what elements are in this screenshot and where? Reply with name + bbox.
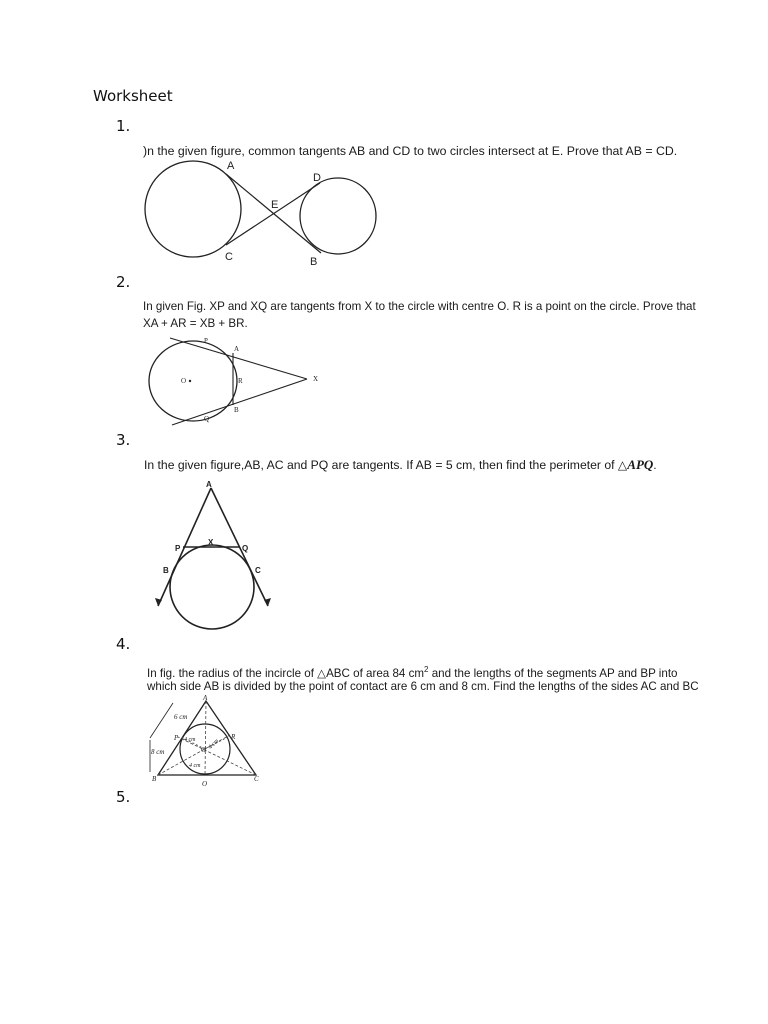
figure-3-label-q: Q (242, 544, 249, 553)
figure-2-label-x: X (313, 375, 319, 383)
page-title: Worksheet (93, 87, 173, 105)
figure-2-label-q: Q (204, 415, 210, 423)
figure-4-label-p: P (174, 734, 179, 742)
figure-4-label-r1: 4 cm (184, 737, 196, 743)
question-2-text-line2: XA + AR = XB + BR. (143, 317, 248, 330)
figure-1-left-circle (145, 161, 241, 257)
figure-3-label-p: P (175, 544, 181, 553)
question-5-number: 5. (116, 788, 131, 806)
question-4-triangle-symbol: △ (317, 666, 327, 680)
figure-4-incircle-triangle (150, 694, 259, 788)
question-4-text-part3: and the lengths of the segments AP and BP into (428, 666, 678, 680)
figure-2-circle (149, 341, 240, 421)
figure-4-label-r: R (231, 733, 236, 741)
figure-4-label-center: O (201, 746, 207, 754)
question-4-superscript: 2 (424, 665, 429, 674)
question-2-text-line1: In given Fig. XP and XQ are tangents from X to the circle with centre O. R is a point on the circle. Prove that (143, 300, 696, 313)
figure-4-label-o-bottom: O (202, 780, 208, 788)
figure-2-centre-dot (189, 380, 191, 382)
figure-4-label-6cm: 6 cm (174, 713, 188, 721)
figure-4-dashed-a (205, 701, 206, 775)
figure-4-measure-ap (150, 703, 173, 738)
figure-1-label-d: D (313, 172, 321, 184)
figure-1-label-a: A (227, 160, 235, 172)
question-1-number: 1. (116, 117, 131, 135)
question-3-triangle-symbol: △ (617, 458, 628, 472)
figure-4-label-a: A (203, 694, 208, 702)
question-1-text: )n the given figure, common tangents AB and CD to two circles intersect at E. Prove that AB = CD. (143, 144, 678, 158)
figure-1-label-b: B (310, 256, 318, 268)
question-3-apq: APQ (627, 457, 654, 472)
figure-3-triangle-tangents (155, 480, 271, 629)
figure-1-right-circle (300, 178, 376, 254)
figure-3-label-x: X (208, 538, 214, 547)
figure-2-label-r: R (238, 377, 243, 385)
figure-4-label-b: B (152, 775, 157, 783)
figure-1-label-c: C (225, 251, 233, 263)
question-3-text-line (144, 457, 657, 473)
figure-4-label-r2: 4 cm (207, 738, 221, 751)
figure-2-tangent-xq (172, 379, 307, 425)
figure-2-label-o: O (181, 377, 187, 385)
figure-4-label-c: C (254, 775, 259, 783)
question-4-text-part1: In fig. the radius of the incircle of (147, 666, 314, 680)
question-3-period: . (653, 458, 657, 472)
figure-1-label-e: E (271, 199, 279, 211)
question-4-number: 4. (116, 635, 131, 653)
figure-3-circle (170, 545, 254, 629)
question-3-number: 3. (116, 431, 131, 449)
figure-4-label-8cm: 8 cm (151, 748, 165, 756)
question-3-text: In the given figure,AB, AC and PQ are tangents. If AB = 5 cm, then find the perimeter of (144, 458, 615, 472)
figure-4-label-r3: 4 cm (189, 763, 201, 769)
figure-2-label-a: A (234, 345, 240, 353)
question-4-text-part2: ABC of area 84 cm (326, 666, 425, 680)
figure-3-label-a: A (206, 480, 212, 489)
figure-3-label-b: B (163, 566, 169, 575)
figure-4-triangle-abc (158, 701, 256, 775)
figure-2-label-p: P (204, 337, 208, 345)
figure-2-tangents-from-x (149, 337, 318, 425)
question-4-text-line2: which side AB is divided by the point of contact are 6 cm and 8 cm. Find the lengths of the sides AC and BC (147, 680, 699, 693)
figure-2-label-b: B (234, 406, 239, 414)
figure-3-label-c: C (255, 566, 261, 575)
question-2-number: 2. (116, 273, 131, 291)
